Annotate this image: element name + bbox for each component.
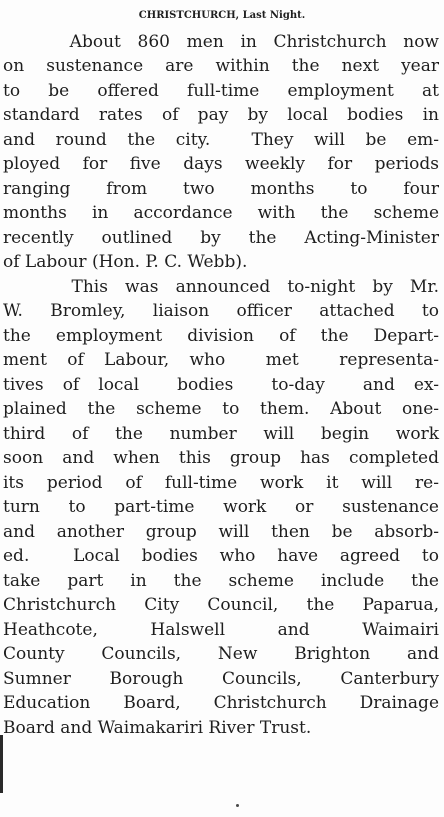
paragraph-1-line: on sustenance are within the next year — [3, 56, 439, 76]
paragraph-2-line: the employment division of the Depart- — [3, 326, 439, 346]
column-rule — [0, 735, 3, 793]
paragraph-2-line: This was announced to-night by Mr. — [3, 277, 439, 297]
print-speck — [236, 804, 239, 807]
paragraph-2-line: W. Bromley, liaison officer attached to — [3, 301, 439, 321]
paragraph-2-line: and another group will then be absorb- — [3, 522, 439, 542]
paragraph-2-line: Christchurch City Council, the Paparua, — [3, 595, 439, 615]
paragraph-1-line: ranging from two months to four — [3, 179, 439, 199]
paragraph-2-line: ed. Local bodies who have agreed to — [3, 546, 439, 566]
paragraph-2-line: ment of Labour, who met representa- — [3, 350, 439, 370]
paragraph-1-line: and round the city. They will be em- — [3, 130, 439, 150]
paragraph-2-line: take part in the scheme include the — [3, 571, 439, 591]
paragraph-2-line: Board and Waimakariri River Trust. — [3, 718, 312, 738]
paragraph-1-line: of Labour (Hon. P. C. Webb). — [3, 252, 248, 272]
paragraph-2-line: third of the number will begin work — [3, 424, 439, 444]
headline: CHRISTCHURCH, Last Night. — [138, 10, 306, 21]
paragraph-2-line: its period of full-time work it will re- — [3, 473, 439, 493]
paragraph-1-line: recently outlined by the Acting-Minister — [3, 228, 439, 248]
paragraph-1-line: to be offered full-time employment at — [3, 81, 439, 101]
paragraph-2-line: County Councils, New Brighton and — [3, 644, 439, 664]
paragraph-2-line: turn to part-time work or sustenance — [3, 497, 439, 517]
paragraph-2-line: tives of local bodies to-day and ex- — [3, 375, 439, 395]
paragraph-2-line: soon and when this group has completed — [3, 448, 439, 468]
paragraph-1-line: standard rates of pay by local bodies in — [3, 105, 439, 125]
paragraph-2-line: plained the scheme to them. About one- — [3, 399, 439, 419]
paragraph-1-line: months in accordance with the scheme — [3, 203, 439, 223]
paragraph-2-line: Sumner Borough Councils, Canterbury — [3, 669, 439, 689]
paragraph-2-line: Heathcote, Halswell and Waimairi — [3, 620, 439, 640]
paragraph-2-line: Education Board, Christchurch Drainage — [3, 693, 439, 713]
paragraph-1-line: About 860 men in Christchurch now — [3, 32, 439, 52]
paragraph-1-line: ployed for five days weekly for periods — [3, 154, 439, 174]
